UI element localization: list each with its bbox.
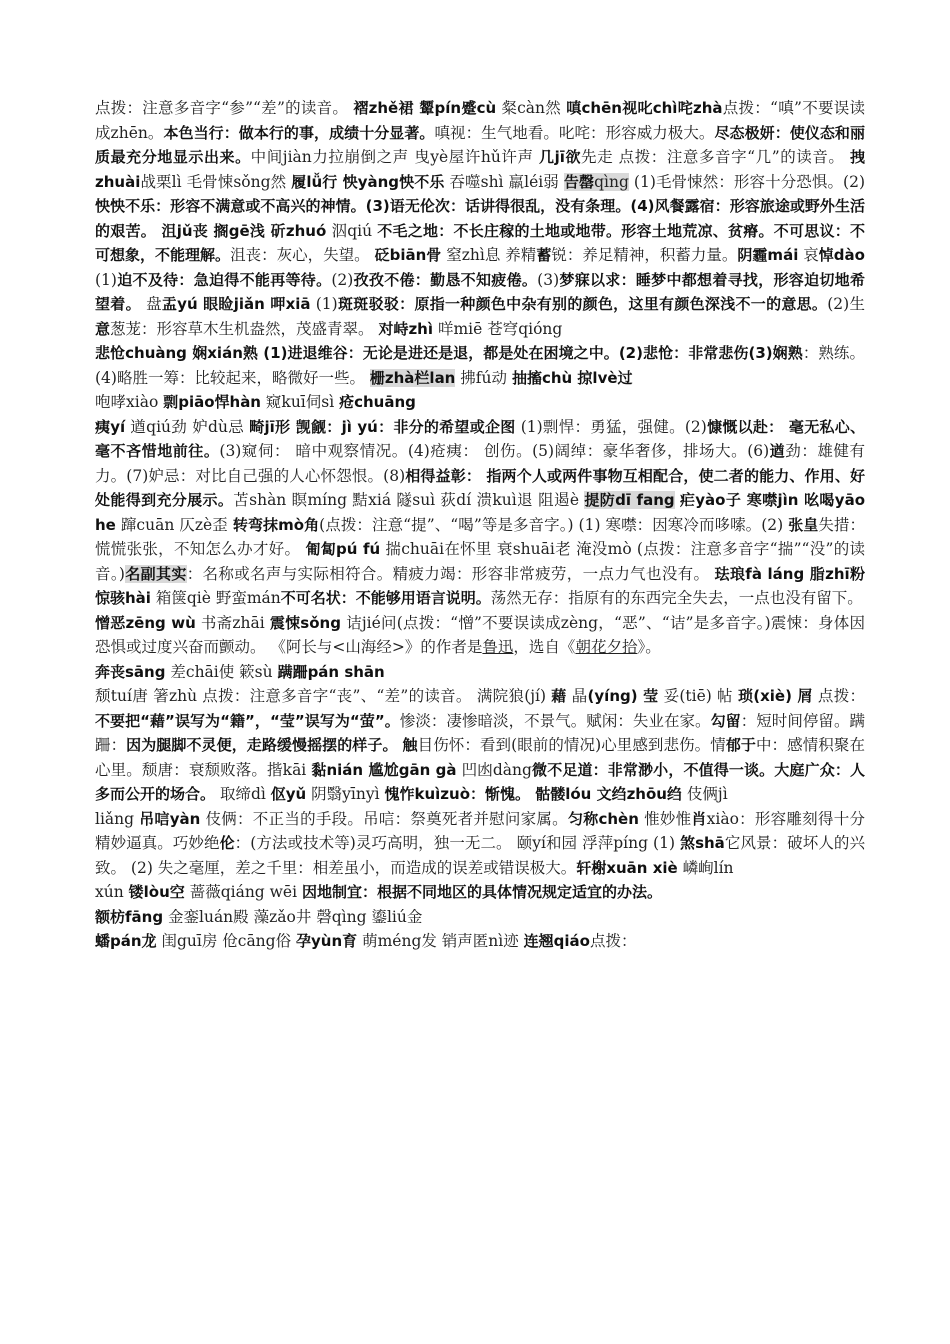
- text-run: (点拨：注意“提”、“喝”等是多音字。) (1) 寒噤：因寒冷而哆嗦。(2): [319, 515, 789, 534]
- text-run: 伎俩：不正当的手段。吊唁：祭奠死者并慰问家属。: [200, 809, 568, 828]
- bold-text-run: 本色当行：做本行的事，成绩十分显著。: [163, 123, 435, 142]
- bold-text-run: 憎恶zēng wù: [95, 613, 196, 632]
- document-paragraph: [95, 929, 865, 954]
- text-run: ：(方法或技术等)灵巧高明，独一无二。 颐yí和园 浮萍píng (1): [234, 834, 680, 852]
- text-run: 闺guī房 伧cāng俗: [156, 932, 297, 950]
- document-body: [95, 96, 865, 954]
- bold-text-run: 悼dào: [818, 246, 865, 264]
- document-paragraph: [95, 390, 865, 415]
- bold-text-run: 额枋fāng: [95, 907, 164, 926]
- bold-text-run: 伛yǔ: [270, 785, 307, 803]
- bold-text-run: 奔丧sāng: [95, 662, 166, 681]
- bold-text-run: 盂yú 眼睑jiǎn 呷xiā: [161, 295, 311, 313]
- bold-text-run: 告罄: [563, 172, 595, 191]
- text-run: ：熟练。(4)略胜一筹：比较起来，略微好一些。: [95, 344, 865, 387]
- text-run: 蔷薇qiáng wēi: [184, 883, 302, 901]
- text-run: 遒qiú劲 妒dù忌: [125, 417, 250, 436]
- text-run: (1)毛骨悚然：形容十分恐惧。(2): [628, 172, 866, 191]
- bold-text-run: 悲怆chuàng 娴xián熟 (1)进退维谷：无论是进还是退，都是处在困境之中。(2)悲怆：非常悲伤(3)娴熟: [95, 344, 803, 362]
- bold-text-run: 蹒跚pán shān: [277, 662, 385, 681]
- bold-text-run: 珐琅fà láng 脂zhī粉 惊骇hài: [95, 564, 865, 607]
- text-run: 中间jiàn力拉崩倒之声 曳yè屋许hǔ许声: [250, 148, 540, 166]
- bold-text-run: 梦寐以求：睡梦中都想着寻找，形容迫切地希望着。: [95, 270, 865, 313]
- bold-text-run: 张皇: [788, 515, 819, 534]
- bold-text-run: 转弯抹mò角: [232, 515, 320, 534]
- bold-text-run: 褶zhě裙 颦pín蹙cù: [353, 99, 497, 117]
- document-paragraph: [95, 905, 865, 930]
- text-run: 战栗lì 毛骨悚sǒng然: [140, 172, 292, 191]
- text-run: (2): [331, 270, 354, 289]
- text-run: 书斋zhāi: [195, 613, 270, 632]
- text-run: 它风景：破坏人的兴致。 (2) 失之毫厘，差之千里：相差虽小，而造成的误差或错误极大。: [95, 834, 865, 877]
- text-run: ：名称或名声与实际相符合。精疲力竭：形容非常疲劳，一点力气也没有。: [186, 564, 715, 583]
- text-run: (2)生: [827, 295, 865, 313]
- text-run: 中：感情积聚在心里。颓唐：衰颓败落。揩kāi: [95, 736, 865, 779]
- bold-text-run: 拽zhuài: [95, 148, 865, 191]
- text-run: 凹凼dàng: [456, 760, 532, 779]
- text-run: xiào：形容雕刻得十分精妙逼真。巧妙绝: [95, 809, 865, 852]
- bold-text-run: 抽搐chù 掠lvè过: [511, 368, 633, 387]
- bold-text-run: 斑斑驳驳：原指一种颜色中杂有别的颜色，这里有颜色深浅不一的意思。: [337, 295, 828, 313]
- text-run: 目伤怀：看到(眼前的情况)心里感到悲伤。情: [417, 736, 726, 754]
- bold-text-run: 匀称chèn: [567, 809, 639, 828]
- text-run: 伎俩jì: [681, 785, 728, 803]
- document-paragraph: [95, 807, 865, 881]
- bold-text-run: 意: [95, 319, 111, 338]
- bold-text-run: 震悚sǒng: [269, 613, 341, 632]
- text-run: 萌méng发 销声匿nì迹: [357, 932, 524, 950]
- text-run: (3)窥伺： 暗中观察情况。(4)疮痍： 创伤。(5)阔绰：豪华奢侈，排场大。(6): [219, 442, 770, 460]
- bold-text-run: 微不足道：非常渺小，不值得一谈。大庭广众：人多而公开的场合。: [95, 760, 865, 803]
- underlined-text-run: 朝花夕拾: [575, 638, 638, 656]
- text-run: 拂fú动: [455, 368, 512, 387]
- document-paragraph: [95, 660, 865, 685]
- text-run: 失措：慌慌张张，不知怎么办才好。: [95, 515, 865, 558]
- text-run: 阴翳yīnyì: [306, 785, 385, 803]
- bold-text-run: 不要把“藉”误写为“籍”，“莹”误写为“萤”。: [95, 711, 400, 730]
- text-run: (1): [95, 270, 117, 289]
- text-run: 揣chuāi在怀里 衰shuāi老 淹没mò (点拨：注意多音字“揣”“没”的读音。): [95, 540, 865, 583]
- bold-text-run: 对峙zhì: [378, 319, 434, 338]
- bold-text-run: 提防dī fang: [584, 491, 675, 509]
- text-run: 咆哮xiào: [95, 393, 164, 411]
- bold-text-run: 蓄: [536, 246, 552, 264]
- bold-text-run: 因为腿脚不灵便，走路缓慢摇摆的样子。: [126, 736, 398, 754]
- text-run: 窥kuī伺sì: [261, 393, 340, 411]
- bold-text-run: 迫不及待：急迫得不能再等待。: [116, 270, 332, 289]
- text-run: 盘: [140, 295, 162, 313]
- text-run: 先走 点拨：注意多音字“几”的读音。: [581, 148, 850, 166]
- text-run: 沮丧：灰心，失望。: [230, 246, 375, 264]
- bold-text-run: 郁于: [725, 736, 756, 754]
- text-run: (1)剽悍：勇猛，强健。(2): [515, 417, 707, 436]
- text-run: 哀: [798, 246, 819, 264]
- document-paragraph: [95, 96, 865, 341]
- bold-text-run: 勾留: [710, 711, 741, 730]
- text-run: 吞噬shì 羸léi弱: [444, 172, 564, 191]
- bold-text-run: (yíng) 莹: [587, 687, 659, 705]
- bold-text-run: 轩榭xuān xiè: [576, 858, 678, 877]
- underlined-text-run: 鲁迅: [482, 638, 514, 656]
- bold-text-run: 吊唁yàn: [139, 809, 201, 828]
- text-run: 荡然无存：指原有的东西完全失去，一点也没有留下。: [490, 589, 863, 607]
- bold-text-run: 不毛之地：不长庄稼的土地或地带。形容土地荒凉、贫瘠。不可思议：不可想象，不能理解。: [95, 221, 865, 264]
- bold-text-run: 疮chuāng: [339, 393, 416, 411]
- text-run: (1): [310, 295, 338, 313]
- text-run: 蹿cuān 仄zè歪: [115, 515, 233, 534]
- bold-text-run: 剽piāo悍hàn: [163, 393, 261, 411]
- text-run: 锐：养足精神，积蓄力量。: [551, 246, 738, 264]
- bold-text-run: 相得益彰： 指两个人或两件事物互相配合，使二者的能力、作用、好处能得到充分展示。: [95, 466, 865, 509]
- bold-text-run: 疟yào子 寒噤jìn 吆喝yāo he: [95, 491, 865, 534]
- text-run: 晶: [566, 687, 588, 705]
- text-run: 妥(tiē) 帖: [658, 687, 738, 705]
- text-run: 》。: [637, 638, 661, 656]
- bold-text-run: 匍匐pú fú: [305, 540, 381, 558]
- text-run: liǎng: [95, 809, 140, 828]
- text-run: 嶙峋lín: [677, 858, 734, 877]
- bold-text-run: 煞shā: [680, 834, 725, 852]
- bold-text-run: 孕yùn育: [296, 932, 358, 950]
- text-run: 惟妙惟: [638, 809, 692, 828]
- bold-text-run: 蟠pán龙: [95, 932, 157, 950]
- bold-text-run: 阴霾mái: [737, 246, 799, 264]
- bold-text-run: 痍yí: [95, 417, 126, 436]
- bold-text-run: 伦: [219, 834, 235, 852]
- bold-text-run: 触: [402, 736, 418, 754]
- text-run: 咩miē 苍穹qióng: [433, 319, 563, 338]
- bold-text-run: 愧怍kuìzuò：惭愧。 骷髅lóu 文绉zhōu绉: [384, 785, 682, 803]
- bold-text-run: 怏怏不乐：形容不满意或不高兴的神情。(3)语无伦次：话讲得很乱，没有条理。(4)风餐露宿：形容旅途或野外生活的艰苦。 沮jǔ丧 搁gē浅 斫zhuó: [95, 197, 865, 240]
- text-run: 泅qiú: [326, 221, 378, 240]
- bold-text-run: 孜孜不倦：勤恳不知疲倦。: [353, 270, 538, 289]
- text-run: 惨淡：凄惨暗淡，不景气。赋闲：失业在家。: [399, 711, 711, 730]
- text-run: 劲：雄健有力。(7)妒忌：对比自己强的人心怀怨恨。(8): [95, 442, 865, 485]
- text-run: ：短时间停留。蹒跚：: [95, 711, 865, 754]
- text-run: 诘jié问(点拨：“憎”不要误读成zèng，“恶”、“诘”是多音字。)震悚：身体因恐惧或过度兴奋而颤动。 《阿长与<山海经>》的作者是: [95, 613, 866, 656]
- bold-text-run: 黏nián 尴尬gān gà: [311, 760, 457, 779]
- text-run: 箱箧qiè 野蛮mán: [150, 589, 281, 607]
- document-paragraph: [95, 341, 865, 390]
- bold-text-run: 嗔chēn视叱chì咤zhà: [566, 99, 723, 117]
- document-paragraph: [95, 415, 865, 611]
- bold-text-run: 履lǚ行 怏yàng怏不乐: [291, 172, 445, 191]
- bold-text-run: 不可名状：不能够用语言说明。: [280, 589, 491, 607]
- text-run: 嗔视：生气地看。叱咤：形容威力极大。: [434, 123, 715, 142]
- text-run: xún: [95, 883, 129, 901]
- text-run: 苫shàn 瞑míng 黠xiá 隧suì 荻dí 溃kuì退 阻遏è: [233, 491, 585, 509]
- text-run: 金銮luán殿 藻zǎo井 磬qìng 鎏liú金: [163, 907, 423, 926]
- text-run: 颓tuí唐 箸zhù 点拨：注意多音字“丧”、“差”的读音。 满院狼(jí): [95, 687, 552, 705]
- text-run: 差chāi使 簌sù: [165, 662, 278, 681]
- bold-text-run: 慷慨以赴： 毫无私心、毫不吝惜地前往。: [95, 417, 865, 460]
- text-run: 葱茏：形容草木生机盎然，茂盛青翠。: [110, 319, 379, 338]
- text-run: 点拨：注意多音字“参”“差”的读音。: [95, 99, 354, 117]
- bold-text-run: 琐(xiè) 屑: [737, 687, 813, 705]
- bold-text-run: 名副其实: [124, 564, 187, 583]
- bold-text-run: 因地制宜：根据不同地区的具体情况规定适宜的办法。: [302, 883, 663, 901]
- text-run: 点拨：: [812, 687, 865, 705]
- text-run: 取缔dì: [215, 785, 271, 803]
- text-run: 窒zhì息 养精: [441, 246, 537, 264]
- bold-text-run: 遒: [769, 442, 786, 460]
- text-run: 点拨：“嗔”不要误读成zhēn。: [95, 99, 865, 142]
- bold-text-run: 藉: [551, 687, 567, 705]
- document-paragraph: [95, 684, 865, 807]
- bold-text-run: 砭biān骨: [374, 246, 442, 264]
- document-paragraph: [95, 611, 865, 660]
- text-run: qìng: [594, 172, 629, 191]
- bold-text-run: 畸jī形 觊觎：jì yú：非分的希望或企图: [249, 417, 516, 436]
- bold-text-run: 几jī欲: [539, 148, 582, 166]
- bold-text-run: 尽态极妍：使仪态和丽质最充分地显示出来。: [95, 123, 865, 166]
- bold-text-run: 连翘qiáo: [523, 932, 590, 950]
- text-run: (3): [537, 270, 560, 289]
- text-run: 粲càn然: [496, 99, 567, 117]
- bold-text-run: 肖: [691, 809, 707, 828]
- text-run: ，选自《: [513, 638, 576, 656]
- bold-text-run: 镂lòu空: [128, 883, 185, 901]
- text-run: 点拨：: [589, 932, 637, 950]
- document-paragraph: [95, 880, 865, 905]
- bold-text-run: 栅zhà栏lan: [369, 368, 456, 387]
